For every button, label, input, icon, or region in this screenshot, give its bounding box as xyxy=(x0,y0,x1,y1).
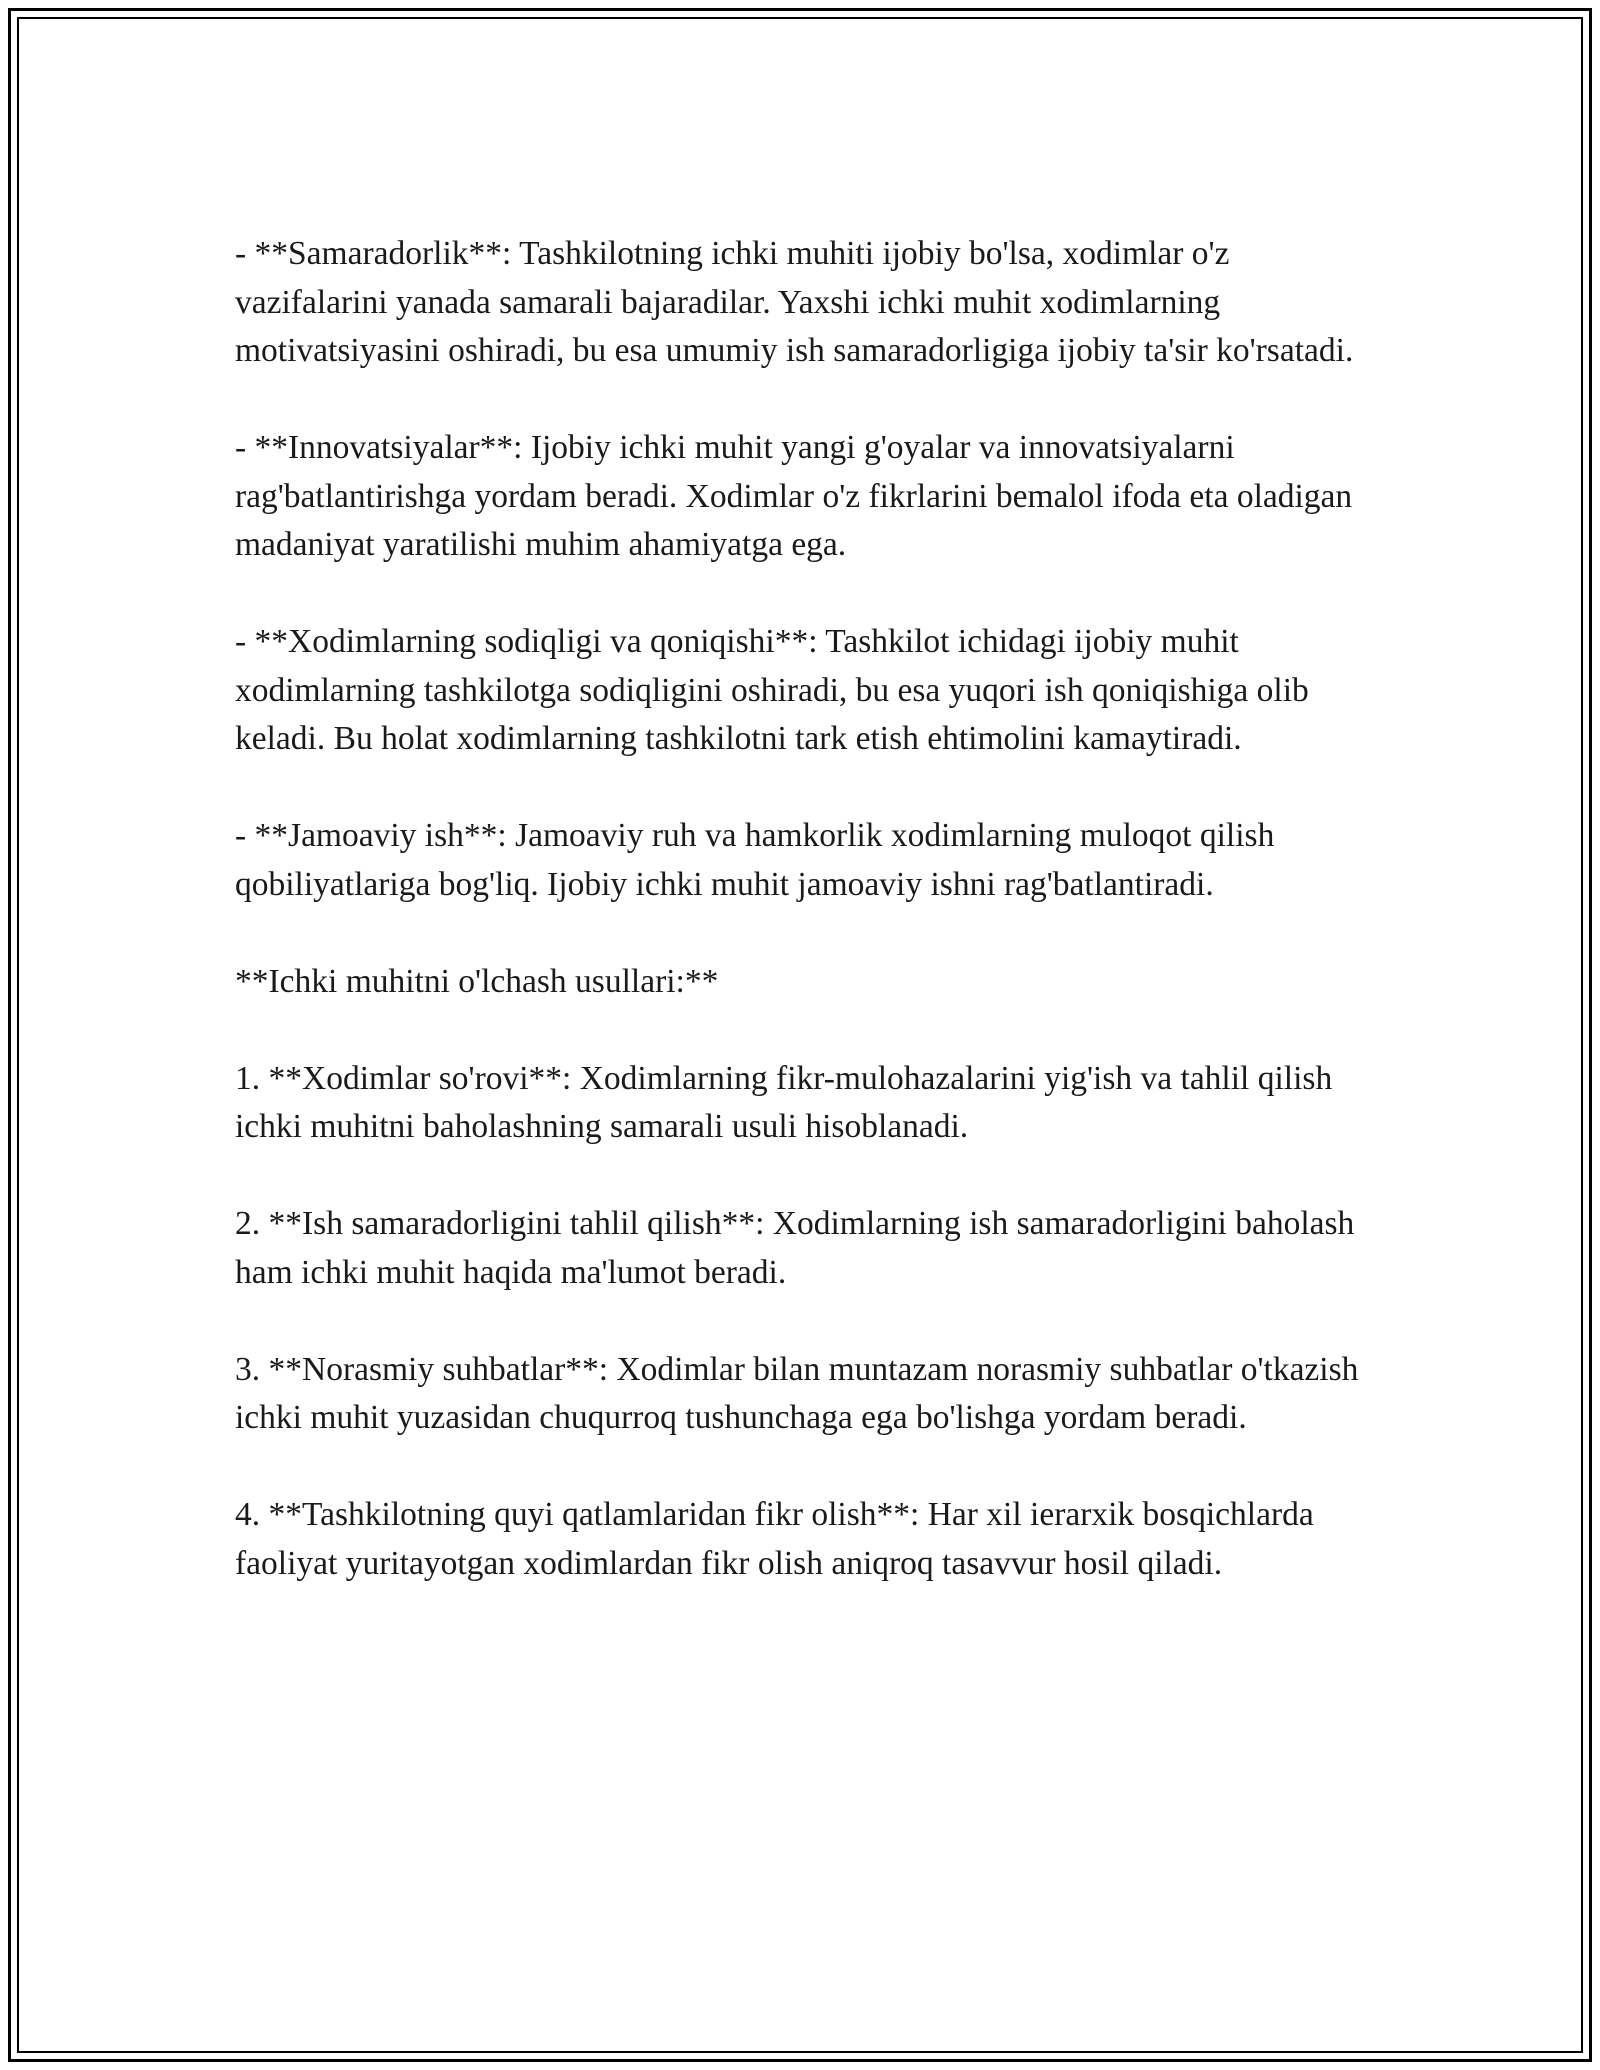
paragraph-efficiency: - **Samaradorlik**: Tashkilotning ichki muhiti ijobiy bo'lsa, xodimlar o'z vazifalarini yanada samarali bajaradilar. Yaxshi ichki muhit xodimlarning motivatsiyasini oshiradi, bu esa umumiy ish samaradorligiga ijobiy ta'sir ko'rsatadi. xyxy=(235,235,1354,369)
paragraph-loyalty-satisfaction: - **Xodimlarning sodiqligi va qoniqishi**: Tashkilot ichidagi ijobiy muhit xodimlarning tashkilotga sodiqligini oshiradi, bu esa yuqori ish qoniqishiga olib keladi. Bu holat xodimlarning tashkilotni tark etish ehtimolini kamaytiradi. xyxy=(235,623,1309,757)
document-body xyxy=(235,230,1365,1588)
section-heading-measurement-methods: **Ichki muhitni o'lchash usullari:** xyxy=(235,962,719,1000)
paragraph-innovations: - **Innovatsiyalar**: Ijobiy ichki muhit yangi g'oyalar va innovatsiyalarni rag'batlantirishga yordam beradi. Xodimlar o'z fikrlarini bemalol ifoda eta oladigan madaniyat yaratilishi muhim ahamiyatga ega. xyxy=(235,429,1353,563)
list-item-lower-level-feedback: 4. **Tashkilotning quyi qatlamlaridan fikr olish**: Har xil ierarxik bosqichlarda faoliyat yuritayotgan xodimlardan fikr olish aniqroq tasavvur hosil qiladi. xyxy=(235,1496,1314,1582)
list-item-informal-conversations: 3. **Norasmiy suhbatlar**: Xodimlar bilan muntazam norasmiy suhbatlar o'tkazish ichki muhit yuzasidan chuqurroq tushunchaga ega bo'lishga yordam beradi. xyxy=(235,1350,1359,1436)
paragraph-teamwork: - **Jamoaviy ish**: Jamoaviy ruh va hamkorlik xodimlarning muloqot qilish qobiliyatlariga bog'liq. Ijobiy ichki muhit jamoaviy ishni rag'batlantiradi. xyxy=(235,817,1275,903)
list-item-performance-analysis: 2. **Ish samaradorligini tahlil qilish**: Xodimlarning ish samaradorligini baholash ham ichki muhit haqida ma'lumot beradi. xyxy=(235,1205,1355,1291)
list-item-employee-survey: 1. **Xodimlar so'rovi**: Xodimlarning fikr-mulohazalarini yig'ish va tahlil qilish ichki muhitni baholashning samarali usuli hisoblanadi. xyxy=(235,1059,1333,1145)
